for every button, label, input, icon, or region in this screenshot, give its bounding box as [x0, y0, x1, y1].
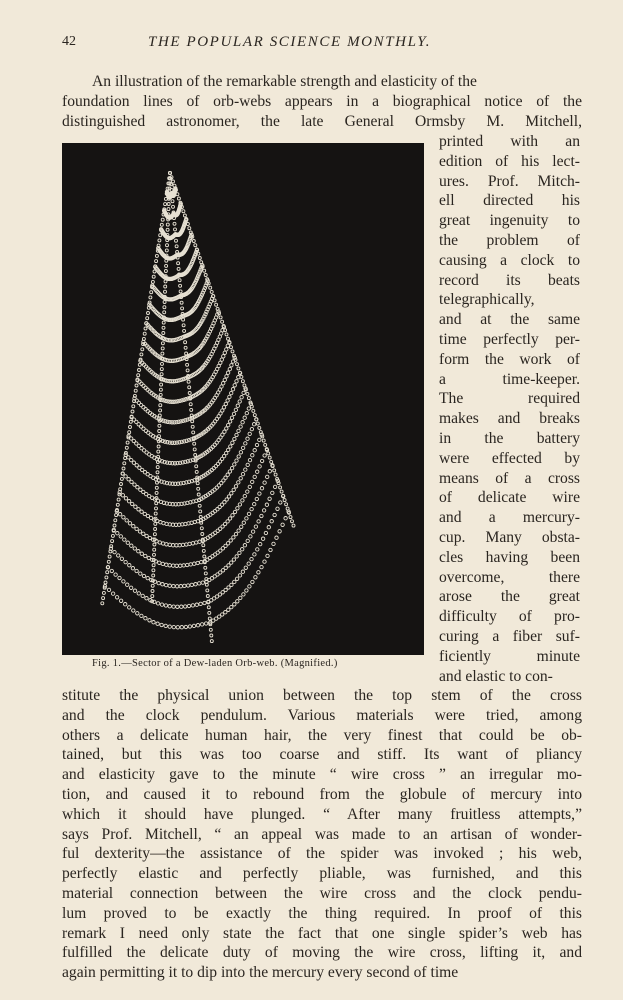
body-line: lum proved to be exactly the thing required. In proof of this: [62, 904, 582, 922]
column-line: means of a cross: [439, 469, 580, 487]
column-line: great ingenuity to: [439, 212, 580, 230]
column-line: curing a fiber suf-: [439, 628, 580, 645]
column-line: ell directed his: [439, 192, 580, 210]
body-line: remark I need only state the fact that one single spider’s web has: [62, 924, 582, 942]
body-line: perfectly elastic and perfectly pliable, was furnished, and this: [62, 865, 582, 883]
body-line: says Prof. Mitchell, “ an appeal was made to an artisan of wonder-: [62, 825, 582, 843]
column-line: overcome, there: [439, 568, 580, 586]
body-line: stitute the physical union between the top stem of the cross: [62, 687, 582, 704]
body-line: foundation lines of orb-webs appears in a biographical notice of the: [62, 93, 582, 110]
column-line: ficiently minute: [439, 647, 580, 665]
body-line: An illustration of the remarkable strength and elasticity of the: [92, 73, 477, 90]
body-line: distinguished astronomer, the late General Ormsby M. Mitchell,: [62, 113, 582, 130]
running-title: THE POPULAR SCIENCE MONTHLY.: [148, 34, 432, 50]
column-line: telegraphically,: [439, 291, 535, 309]
column-line: causing a clock to: [439, 251, 580, 269]
body-line: tained, but this was too coarse and stiff. Its want of pliancy: [62, 746, 582, 764]
column-line: and a mercury-: [439, 509, 580, 527]
column-line: of delicate wire: [439, 489, 580, 507]
column-line: a time-keeper.: [439, 370, 580, 388]
column-line: and at the same: [439, 311, 580, 329]
body-line: and the clock pendulum. Various materials were tried, among: [62, 706, 582, 724]
column-line: difficulty of pro-: [439, 608, 580, 626]
column-line: printed with an: [439, 133, 580, 150]
orb-web-figure: [62, 143, 424, 655]
column-line: makes and breaks: [439, 410, 580, 428]
body-line: material connection between the wire cross and the clock pendu-: [62, 885, 582, 902]
body-line: and elasticity gave to the minute “ wire cross ” an irregular mo-: [62, 766, 582, 784]
column-line: cles having been: [439, 548, 580, 566]
column-line: were effected by: [439, 449, 580, 467]
body-line: again permitting it to dip into the mercury every second of time: [62, 964, 459, 982]
column-line: time perfectly per-: [439, 331, 580, 348]
column-line: The required: [439, 390, 580, 408]
column-line: cup. Many obsta-: [439, 529, 580, 546]
page-header: [62, 34, 582, 54]
orb-web-illustration: [62, 143, 424, 655]
column-line: form the work of: [439, 350, 580, 368]
body-line: fulfilled the delicate duty of moving the wire cross, lifting it, and: [62, 944, 582, 962]
column-line: in the battery: [439, 430, 580, 447]
figure-caption: Fig. 1.—Sector of a Dew-laden Orb-web. (Magnified.): [92, 658, 338, 669]
column-line: ures. Prof. Mitch-: [439, 172, 580, 190]
column-line: arose the great: [439, 588, 580, 606]
column-line: the problem of: [439, 232, 580, 249]
body-line: ful dexterity—the assistance of the spider was invoked ; his web,: [62, 845, 582, 863]
column-line: and elastic to con-: [439, 667, 553, 685]
body-line: others a delicate human hair, the very finest that could be ob-: [62, 726, 582, 744]
page-number: 42: [62, 34, 76, 49]
column-line: record its beats: [439, 271, 580, 289]
body-line: tion, and caused it to rebound from the globule of mercury into: [62, 786, 582, 803]
body-line: which it should have plunged. “ After many fruitless attempts,”: [62, 805, 582, 823]
column-line: edition of his lect-: [439, 152, 580, 170]
